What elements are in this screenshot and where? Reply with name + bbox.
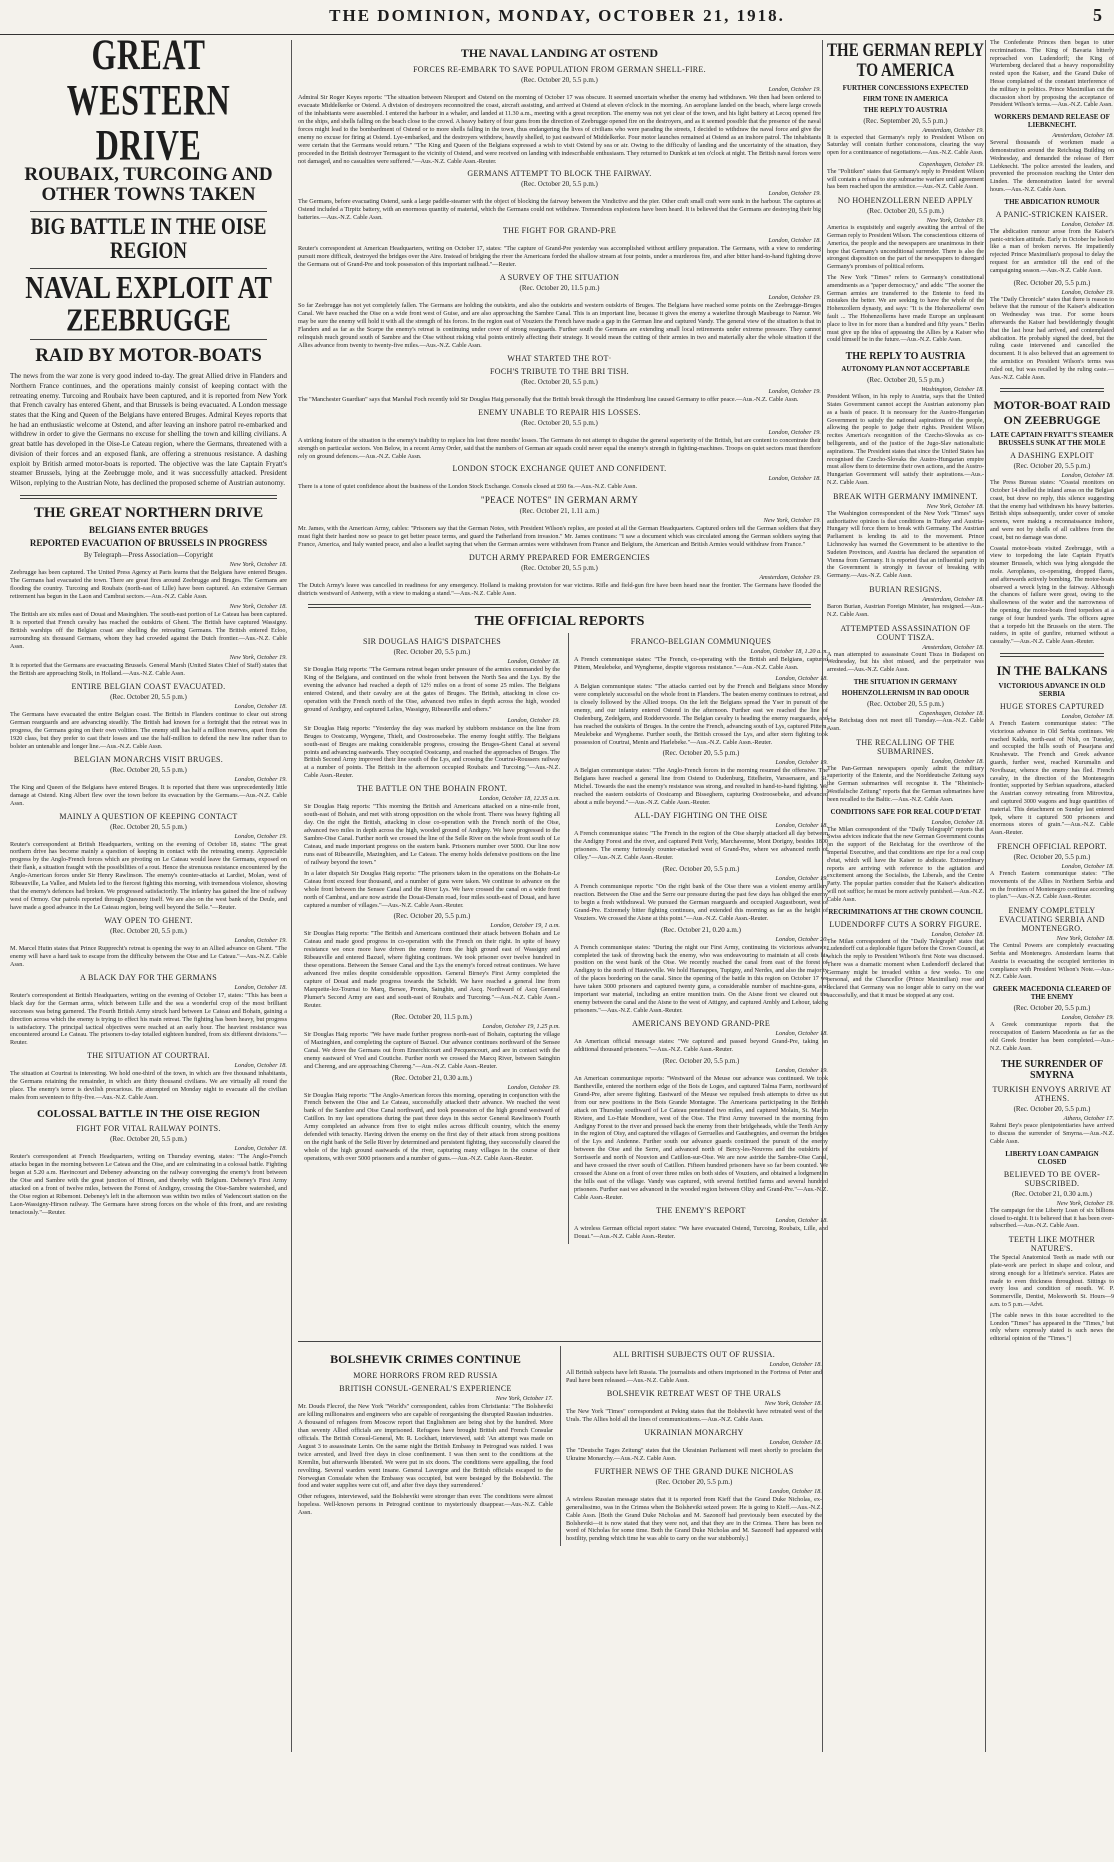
dateline: London, October 19. — [507, 716, 560, 724]
section-subtitle: VICTORIOUS ADVANCE IN OLD SERBIA — [998, 682, 1106, 699]
section-title: FRENCH OFFICIAL REPORT. — [997, 841, 1107, 851]
received-date: (Rec. October 20, 5.5 p.m.) — [393, 648, 471, 657]
received-date: (Rec. October 20, 11.5 p.m.) — [519, 284, 600, 293]
section-title: BOLSHEVIK RETREAT WEST OF THE URALS — [606, 1388, 782, 1398]
article-text: A wireless German official report states: "We have evacuated Ostend, Turcoing, Roubaix, Lille, and Douai."—Aus.-N.Z. Cable Assn.-Reuter. — [574, 1224, 828, 1240]
dateline: London, October 18. — [234, 703, 287, 710]
section-title: BELGIAN MONARCHS VISIT BRUGES. — [73, 754, 224, 764]
dateline: Copenhagen, October 18. — [918, 709, 984, 717]
dateline: London, October 18. — [1061, 220, 1114, 228]
article-text: A man attempted to assassinate Count Tisza in Budapest on Wednesday, but his shot missed, and the perpetrator was arrested.—Aus.-N.Z. Cable Assn. — [827, 651, 984, 674]
article-text: It is reported that the Germans are evacuating Brussels. General Marsh (United States Chief of Staff) states that the British are approaching Stolk, in Holland.—Aus.-N.Z. Cable Assn. — [10, 662, 287, 678]
dateline: Copenhagen, October 19. — [918, 160, 984, 168]
received-date: (Rec. October 20, 5.5 p.m.) — [521, 564, 598, 573]
section-subtitle: SIR DOUGLAS HAIG'S DISPATCHES — [362, 637, 502, 647]
dateline: London, October 18. — [931, 818, 984, 826]
dateline: Amsterdam, October 18. — [1052, 132, 1114, 140]
section-title: THE OFFICIAL REPORTS — [474, 614, 645, 630]
section-title: THE GREAT NORTHERN DRIVE — [33, 504, 264, 521]
advert-title: TEETH LIKE MOTHER NATURE'S. — [1008, 1235, 1096, 1254]
received-date: (Rec. October 20, 5.5 p.m.) — [521, 377, 598, 386]
article-text: The Confederate Princes then began to utter recriminations. The King of Bavaria bitterly reproached von Ludendorff; the King of Wurtemberg declared that a heavy responsibility rested upon the Kaiser, and the Grand Duke of Hesse complained of the constant interference of the military in politics. Prince Maximilian cut the discussion short by proposing the acceptance of President Wilson's terms.—Aus.-N.Z. Cable Assn. — [990, 40, 1114, 109]
section-title: THE BATTLE ON THE BOHAIN FRONT. — [356, 784, 508, 794]
dateline: New York, October 18. — [764, 1399, 822, 1407]
dateline: London, October 18. — [775, 1216, 828, 1224]
section-subtitle: HUGE STORES CAPTURED — [999, 702, 1105, 712]
dateline: New York, October 17. — [495, 1395, 553, 1403]
page-number: 5 — [1093, 5, 1102, 25]
headline-big-battle: BIG BATTLE IN THE OISE REGION — [30, 214, 267, 264]
received-date: (Rec. October 20, 5.5 p.m.) — [867, 207, 944, 216]
article-text: Reuter's correspondent at British Headquarters, writing on the evening of October 17, states: "This has been a black day for the German arms, which between Lille and the sea a wonderful crop of the most brilliant successes was being garnered. The Fourth British Army struck hard between Le Cateau and Bohain, gaining a direction across which the enemy is trying to effect his main retreat. The fighting has been heavy, but progress is satisfactory. The principal tactical objectives were reached at an early hour. The heaviest resistance was encountered around Le Cateau. The prisoners to-day totalled eighteen hundred, from six different divisions."—Reuter. — [10, 991, 287, 1047]
section-title: ENTIRE BELGIAN COAST EVACUATED. — [71, 682, 226, 691]
article-text: The "Manchester Guardian" says that Marshal Foch recently told Sir Douglas Haig personally that the British break through the Hindenburg line caused Germany to offer peace.—Aus.-N.Z. Cable Assn. — [298, 395, 799, 403]
dateline: London, October 19, 1.25 p.m. — [482, 1022, 560, 1030]
dateline: London, October 18. — [931, 930, 984, 938]
article-text: M. Marcel Hutin states that Prince Rupprecht's retreat is opening the way to an Allied advance on Ghent. "The enemy will have a hard task to escape from the difficulty between the Oise and Le Cateau."—Aus.-N.Z. Cable Assn. — [10, 944, 287, 968]
advert-text: The Special Anatomical Teeth as made with our plate-work are perfect in shape and colour, and strong enough for a lifetime's service. Plates are made to even thickness throughout. Sittings to every loss and condition of mouth. W. P. Sommerville, Dentist, Molesworth St. Hours—9 a.m. to 5 p.m.—Advt. — [990, 1255, 1114, 1308]
dateline: London, October 18. — [234, 1062, 287, 1070]
article-text: The Press Bureau states: "Coastal monitors on October 14 shelled the inland areas on the Belgian coast, but drew no reply, this silence suggesting that the enemy had withdrawn his heavy batteries. British ships subsequently, under cover of smoke screens, were making a reconnaissance inshore, and were not by shells of all calibres from the coast, but no damage was done. — [990, 480, 1114, 541]
dateline: London, October 18. — [931, 757, 984, 765]
article-text: The "Daily Chronicle" states that there is reason to believe that the rumour of the Kaiser's abdication on Wednesday was true. For some hours afterwards the Kaiser had bewilderingly thought that the last hour had arrived, and contemplated abdication. He probably signed the deed, but the ruling caste intervened and cancelled the document. It is also believed that an agreement to the armistice on President Wilson's terms was ruled out, but was recalled by the ruling caste.—Aus.-N.Z. Cable Assn. — [990, 296, 1114, 381]
article-text: It is expected that Germany's reply to President Wilson on Saturday will contain further concessions, clearing the way open for a continuance of negotiations.—Aus.-N.Z. Cable Assn. — [827, 134, 984, 157]
section-title: MOTOR-BOAT RAID ON ZEEBRUGGE — [993, 398, 1111, 428]
section-title: UKRAINIAN MONARCHY — [644, 1427, 744, 1437]
dateline: New York, October 19. — [763, 517, 821, 525]
dateline: London, October 19. — [234, 775, 287, 783]
dateline: London, October 19. — [768, 190, 821, 198]
article-text: Mr. James, with the American Army, cables: "Prisoners say that the German Notes, with President Wilson's replies, are posted at all the German Headquarters. Captured orders tell the German soldiers that they must fight their hardest now so peace to get better peace terms, and guard the Fatherland from invasion." Mr. James continues: "I saw a document which was circulated among the German soldiers saying that France, America, and Italy wanted peace, and also a leaflet saying that when the German armies were withdrawn from France and Belgium, the American and British Armies would withdraw from France." — [298, 525, 821, 549]
section-title: "PEACE NOTES" IN GERMAN ARMY — [480, 495, 639, 506]
article-text: A wireless Russian message states that it is reported from Kieff that the Grand Duke Nicholas, ex-generalissimo, was in the Crimea when the Bolsheviki seized power. He is going to Kieff.—Aus.-N.Z. Cable Assn. [Both the Grand Duke Nicholas and M. Sazonoff had previously been executed by the Bolsheviki—it is now stated that they were not, and that they are in the Crimea. There has been no word of Nicholas for some time. Both the Grand Duke Nicholas and M. Sazonoff had appeared with hostility, pending which time he was able to carry on the war stubbornly.] — [566, 1495, 822, 1543]
dateline: Amsterdam, October 18. — [922, 595, 984, 603]
article-text: Zeebrugge has been captured. The United Press Agency at Paris learns that the Belgians have entered Bruges. The Germans had evacuated the town. There are great fires around Zeebrugge and Bruges. The Germans are flooding the country. Turcoing and Roubaix (north-east of Lille) have been captured. An extensive German retirement has begun in the Laon and Cambrai sectors.—Aus.-N.Z. Cable Assn. — [10, 568, 287, 600]
section-title: GERMANS ATTEMPT TO BLOCK THE FAIRWAY. — [467, 169, 652, 179]
article-text: The Dutch Army's leave was cancelled in readiness for any emergency. Holland is making provision for war victims. Rifle and field-gun fire have been heard near the frontier. The Germans have flooded the districts westward of Antwerp, with a view to making a stand."—Aus.-N.Z. Cable Assn. — [298, 582, 821, 598]
section-title: LONDON STOCK EXCHANGE QUIET AND CONFIDENT. — [452, 464, 667, 474]
section-title: THE NAVAL LANDING AT OSTEND — [460, 46, 659, 60]
editorial-note: [The cable news in this issue accredited to the London "Times" has appeared in the "Times," but only where expressly stated is such news the editorial opinion of the "Times."] — [990, 1312, 1114, 1343]
section-title: LIBERTY LOAN CAMPAIGN CLOSED — [1005, 1149, 1099, 1166]
section-title: ALL BRITISH SUBJECTS OUT OF RUSSIA. — [612, 1350, 776, 1360]
dateline: London, October 18. — [769, 1487, 822, 1495]
dateline: London, October 18. — [775, 1030, 828, 1037]
section-title: CONDITIONS SAFE FOR REAL COUP D'ETAT — [830, 807, 981, 816]
section-title: WHAT STARTED THE ROT· — [507, 353, 612, 363]
section-title: FRANCO-BELGIAN COMMUNIQUES — [630, 637, 772, 647]
section-title: ENEMY UNABLE TO REPAIR HIS LOSSES. — [478, 407, 641, 417]
article-text: A French communique states: "The French in the region of the Oise sharply attacked all day between the Andigny Forest and the river, and captured Petit Verly, Marchavenne, Mont Dorigny, besides 1800 prisoners. The enemy furiously counter-attacked west of Grand-Pre, where we advanced north of Olley."—Aus.-N.Z. Cable Assn.-Reuter. — [574, 830, 828, 861]
dateline: London, October 19. — [1061, 288, 1114, 296]
received-date: (Rec. October 20, 5.5 p.m.) — [110, 926, 187, 935]
article-text: So far Zeebrugge has not yet completely fallen. The Germans are holding the outskirts, and also the outskirts and western outskirts of Bruges. The Belgians have reached some points on the Zeebrugge-Bruges Canal. We have reached the Oise on a wide front west of Guise, and are also approaching the Sambre Canal. This is an important line, because it gives the enemy a waterline through Maubeuge to Namur. We may be sure the enemy will hold it with all the strength of his forces. In the region east of Vouziers the French have made a gap in the German line and captured Vandy. The general view of the situation is that in Flanders and as far as the Scarpe the enemy's retreat is continuing under cover of strong rearguards. Further south the Germans are extending small local retirements under extreme pressure. They cannot relinquish much ground south of Sambre and the Oise without risking vital points entirely affecting their strategy. It would mean the cutting of their armies in two and materially alter the whole situation if the Allies advance from twenty to twenty-five miles.—Aus.-N.Z. Cable Assn. — [298, 302, 821, 349]
article-text: Several thousands of workmen made a demonstration around the Reichstag Building on Wednesday, and demanded the release of Herr Liebknecht. The police arrested the leaders, and prevented the procession reaching the Unter den Linden. The demonstration lasted for several hours.—Aus.-N.Z. Cable Assn. — [990, 140, 1114, 193]
dateline: Washington, October 18. — [921, 386, 984, 394]
article-text: The campaign for the Liberty Loan of six billions closed to-night. It is believed that it has been over-subscribed.—Aus.-N.Z. Cable Assn. — [990, 1207, 1114, 1230]
dateline: London, October 20. — [775, 935, 828, 943]
dateline: London, October 18, 1.20 a.m. — [750, 648, 828, 656]
section-title: THE SITUATION AT COURTRAI. — [87, 1051, 210, 1061]
dateline: London, October 19. — [768, 387, 821, 395]
dateline: New York, October 18. — [1056, 935, 1114, 943]
section-title: NO HOHENZOLLERN NEED APPLY — [837, 196, 974, 206]
article-text: A Belgian communique states: "The attacks carried out by the French and Belgians since Monday were completely successful on the whole front in Flanders. The beaten enemy continues to retreat, and is closely followed by the Allied troops. On the left the Belgians spread the Yser in pursuit of the enemy, and our infantry entered Ostend in the afternoon. Further east we reached the line of Oudenburg, Zedelgem, and Roddervoorde. The Belgian cavalry is heading the enemy rearguards, and has reached the outskirts of Bruges. In the centre the French, advancing south of Lys, captured Pittem, Meulebeke and Wyngheme. Further south, the British crossed the Lys, and after stern fighting took possession of Courtrai, Menin and Harlebeke."—Aus.-N.Z. Cable Assn.-Reuter. — [574, 682, 828, 746]
article-text: An American communique reports: "Westward of the Meuse our advance was continued. We took Bantheville, entered the northern edge of the Bois de Loges, and captured Talma Farm, northward of Grand-Pre, after severe fighting. Eastward of the Meuse we repulsed fresh attempts to drive us out from our new positions in the Bois Grande Montagne. The Americans participating in the British attack on Thursday southward of Le Cateau penetrated two miles, and captured Molain, St. Martin Riviere, and Lo-Haie Mondiere, west of the Oise. The First Army traversed in the morning from Andigny Forest to the river and pressed back the enemy from their bridgeheads, while the Tenth Army in the region of Oisy, and captured the villages of Gerruelles and Gauthegnies, and overran the bridges of the Lys and Andenne. Further south our advance guards continued the pursuit of the enemy between the Oise and the Serre, and advanced north of Bercy-les-Nouvres and the outskirts of Sorrisserle and north of Nouvion and Catillon-sur-Oise. We are now astride the Sambre-Oise Canal, and have crossed the river south of Catillon. Fifteen hundred prisoners have so far been counted. We crossed the Aisne on a front of over three miles on both sides of Vouziers, and obtained a lodgment in the hills east of the village. Vandy was captured, with several fortified farms and several hundred prisoners. Further east we advanced in the wooded region between Olizy and Grand-Pre."—Aus.-N.Z. Cable Assn.-Reuter. — [574, 1074, 828, 1201]
dateline: New York, October 19. — [229, 654, 287, 662]
dateline: New York, October 19. — [926, 217, 984, 225]
article-text: A French Eastern communique states: "The movements of the Allies in Northern Serbia and on the frontiers of Montenegro continue according to plan."—Aus.-N.Z. Cable Assn.-Reuter. — [990, 870, 1114, 901]
masthead-title: THE DOMINION, MONDAY, OCTOBER 21, 1918. — [329, 6, 785, 25]
article-text: The British are six miles east of Douai and Masinghien. The south-east portion of Le Cateau has been captured. It is reported that French cavalry has reached the outskirts of Ghent. The British have captured Wassigny. British warships off the Belgian coast are shelling the retreating Germans. The British entered Ecloo, surrounding six thousand Germans, whom they had crowded against the Dutch frontier.—Aus.-N.Z. Cable Assn. — [10, 611, 287, 651]
dateline: New York, October 19. — [1056, 1199, 1114, 1207]
received-date: (Rec. October 20, 5.5 p.m.) — [867, 699, 944, 708]
article-text: The King and Queen of the Belgians have entered Bruges. It is reported that there was unprecedentedly little damage at Ostend. King Albert flew over the town before its evacuation by the Germans.—Aus.-N.Z. Cable Assn. — [10, 783, 287, 807]
section-title: ENEMY COMPLETELY EVACUATING SERBIA AND MONTENEGRO. — [999, 906, 1105, 934]
section-subtitle: FOCH'S TRIBUTE TO THE BRI TISH. — [490, 366, 629, 376]
received-date: (Rec. October 20, 5.5 p.m.) — [867, 376, 944, 385]
article-text: Other refugees, interviewed, said the Bolsheviki were stronger than ever. The conditions were almost hopeless. Well-known persons in Petrograd continue to mysteriously disappear.—Aus.-N.Z. Cable Assn. — [298, 1493, 553, 1517]
received-date: (Rec. October 20, 5.5 p.m.) — [1013, 462, 1091, 471]
article-text: Rahmi Bey's peace plenipotentiaries have arrived to discuss the surrender of Smyrna.—Aus.-N.Z. Cable Assn. — [990, 1123, 1114, 1145]
headline-roubaix: ROUBAIX, TURCOING AND OTHER TOWNS TAKEN — [24, 163, 273, 205]
dateline: London, October 18. — [775, 822, 828, 830]
section-title: THE SITUATION IN GERMANY — [853, 677, 958, 686]
two-column-block — [298, 633, 828, 1333]
received-date: (Rec. October 20, 5.5 p.m.) — [1013, 1105, 1091, 1114]
section-title: DUTCH ARMY PREPARED FOR EMERGENCIES — [468, 553, 651, 563]
headline-german-reply: THE GERMAN REPLY TO AMERICA — [827, 40, 984, 81]
dateline: London, October 19, 1 a.m. — [490, 922, 560, 930]
section-title: COLOSSAL BATTLE IN THE OISE REGION — [36, 1108, 261, 1121]
section-subtitle: A PANIC-STRICKEN KAISER. — [995, 209, 1109, 219]
article-text: Reuter's correspondent at French Headquarters, writing on Thursday evening, states: "The Anglo-French attacks began in the morning between Le Cateau and the Oise, and are culminating in a colossal battle. Fighting began at 5.20 a.m. Havincourt and Debeney advancing on the railway converging the enemy's front between the Oise and Sambre with the great junction of Hirson, and thereby with Belgium. Debeney's First Army attacked on a front of twelve miles, between the Forest of Andigny, crossing the Oise-Sambre watershed, and the Oise region at Ribemont. Debeney's left in the afternoon was within two miles of Vadencourt station on the Laon-Wassigny-Hirson railway. The Germans have strong forces on the whole of this front, and are resisting tenaciously."—Reuter. — [10, 1153, 287, 1216]
received-date: (Rec. October 21, 0.30 a.m.) — [1012, 1189, 1092, 1198]
section-title: WORKERS DEMAND RELEASE OF LIEBKNECHT. — [994, 113, 1110, 130]
article-text: Sir Douglas Haig reports: "The Anglo-American forces this morning, operating in conjunction with the French between the Oise and Le Cateau, successfully attacked their advance. We reached the west bank of the Sambre and Oise Canal northward, and took possession of the high ground westward of Catillon. In my last operations during the past three days in this sector General Rawlinson's Fourth Army completed an advance from five to eight miles across difficult country, which the enemy defended with tenacity. Having driven the enemy on the first day of their attack from strong positions on the right bank of the Selle River by determined and persistent fighting, they successfully cleared the whole of the high ground eastwards of the river, capturing many villages in the course of their operations, with over 5000 prisoners and a number of guns.—Aus.-N.Z. Cable Assn.-Reuter. — [304, 1091, 560, 1162]
article-text: The Central Powers are completely evacuating Serbia and Montenegro. Amsterdam learns that Austria is evacuating the occupied territories in compliance with President Wilson's Note.—Aus.-N.Z. Cable Assn. — [990, 943, 1114, 981]
dateline: London, October 18, 12.35 a.m. — [479, 795, 560, 803]
dateline: London, October 18. — [1061, 472, 1114, 480]
received-date: (Rec. October 20, 5.5 p.m.) — [521, 180, 598, 189]
received-date: (Rec. October 20, 5.5 p.m.) — [393, 912, 471, 921]
section-title: BOLSHEVIK CRIMES CONTINUE — [330, 1352, 521, 1367]
dateline: Athens, October 17. — [1063, 1115, 1114, 1123]
dateline: London, October 19. — [775, 874, 828, 882]
received-date: (Rec. October 20, 5.5 p.m.) — [1013, 278, 1091, 287]
dateline: London, October 18. — [1061, 713, 1114, 721]
article-text: An American official message states: "We captured and passed beyond Grand-Pre, taking an additional thousand prisoners."—Aus.-N.Z. Cable Assn.-Reuter. — [574, 1038, 828, 1053]
received-date: (Rec. October 20, 5.5 p.m.) — [662, 864, 740, 873]
headline-further-concessions: FURTHER CONCESSIONS EXPECTED — [842, 83, 969, 92]
section-title: A BLACK DAY FOR THE GERMANS — [80, 972, 217, 982]
headline-naval-exploit: NAVAL EXPLOIT AT ZEEBRUGGE — [25, 269, 272, 338]
article-text: The "Deutsche Tages Zeitung" states that the Ukrainian Parliament will meet shortly to proclaim the Ukraine Monarchy.—Aus.-N.Z. Cable Assn. — [566, 1446, 822, 1462]
section-title: THE ABDICATION RUMOUR — [1004, 197, 1100, 206]
dateline: London, October 19. — [768, 294, 821, 302]
article-text: Admiral Sir Roger Keyes reports: "The situation between Nieuport and Ostend on the morning of October 17 was obscure. It seemed uncertain whether the enemy had withdrawn. We then had been ordered to evacuate Middelkerke or Ostend. A division of destroyers reconnoitred the coast, aircraft assisting, and arrived at Ostend at eleven o'clock in the morning. An aeroplane landed on the beach, where large crowds of the inhabitants were assembled. I entered the harbour in a whaler, and landed at 11.30 a.m., meeting with a great reception. The enemy was not yet clear of the town, and his light battery at Lecoq opened fire on the ships, and shells falling on the beach close to the crowd. A heavy battery of four guns from the direction of Zeebrugge opened fire on the destroyers, and as it seemed possible that the presence of the naval forces might lead to the bombardment of Ostend or to more shells falling in the town, thus endangering the lives of civilians who were parading the streets, I decided to withdraw the naval force and give the enemy no excuse for firing at Ostend. Lye-embarked, and the destroyers withdrew, heavily shelled, to just eastward of Middelkerke. Four motor launches remained at Ostend as an inshore patrol. The inhabitants were certain that the Germans would return." "The King and Queen of the Belgians expressed a wish to visit Ostend by sea or air. Owing to the difficulty of landing and the uncertainty of the situation, they proceeded in the British destroyer Termagant to the vicinity of Ostend, and were received on landing with indescribable enthusiasm. They returned to Dunkirk at ten o'clock at night. The British naval forces were not damaged, and no casualties were suffered."—Aus.-N.Z. Cable Assn.-Reuter. — [298, 94, 821, 165]
column-2 — [291, 40, 828, 1752]
headline-raid-by-motor-boats: RAID BY MOTOR-BOATS — [35, 345, 262, 367]
subcolumn-left — [304, 633, 560, 1166]
dateline: London, October 18. — [234, 983, 287, 991]
article-text: Baron Burian, Austrian Foreign Minister, has resigned.—Aus.-N.Z. Cable Assn. — [827, 603, 984, 618]
column-4 — [985, 40, 1114, 1752]
section-title: ALL-DAY FIGHTING ON THE OISE — [634, 811, 768, 821]
article-text: The Milan correspondent of the "Daily Telegraph" states that Ludendorff cut a deplorable figure before the Crown Council, at which the reply to President Wilson's first Note was discussed. There was a dramatic moment when Ludendorff declared that Germany might be invaded within a few weeks. To one personal, and the Chancellor (Prince Maximilian) rose and declared that Germany was no longer able to carry on the war successfully, and that it must be stopped at any cost. — [827, 938, 984, 1000]
section-title: THE SURRENDER OF SMYRNA — [1000, 1059, 1104, 1082]
dateline: London, October 19. — [768, 428, 821, 436]
section-title: ATTEMPTED ASSASSINATION OF COUNT TISZA. — [840, 623, 971, 642]
dateline: London, October 18. — [775, 674, 828, 682]
received-date: (Rec. October 20, 5.5 p.m.) — [110, 693, 187, 701]
section-title: BREAK WITH GERMANY IMMINENT. — [833, 491, 978, 501]
article-text: The situation at Courtrai is interesting. We hold one-third of the town, in which are five thousand inhabitants, the Germans retaining the remainder, in which are thirty thousand civilians. We are virtually all round the place. The enemy's terror is devilish precarious. He attempted on Monday night to evacuate all the civilian males from seventeen to fifty-five.—Aus.-N.Z. Cable Assn. — [10, 1070, 287, 1102]
received-date: (Rec. October 20, 5.5 p.m.) — [521, 418, 598, 427]
dateline: London, October 18. — [768, 475, 821, 483]
column-3 — [822, 40, 984, 1752]
section-subtitle: HOHENZOLLERNISM IN BAD ODOUR — [841, 688, 970, 697]
section-title: IN THE BALKANS — [996, 663, 1108, 679]
article-text: Reuter's correspondent at British Headquarters, writing on the evening of October 18, states: "The great northern drive has become mainly a question of keeping in contact with the retreating enemy. Appreciable progress by the Anglo-French forces which are pivoting on Le Cateau would leave the Germans, exposed on their flank, a situation fraught with the possibilities of a rout. Hence the strenuous resistance encountered by the Anglo-American forces under Sir Henry Rawlinson. The enemy's counter-attacks at Lardiei, Molan, west of Ribeauville, La Vallee, and Mulets led to the fiercest fighting this morning, with tremendous violence, showing that the enemy's defences had broken. We progressed satisfactorily. The infantry has gained the line of railway west of Ormoy. Our patrols reported through Quesnoy itself. We are also on the west bank of the Deule, and have made a good advance in the Le Cateau region, being well beyond the Selle."—Reuter. — [10, 840, 287, 911]
headline-great-western-drive: GREAT WESTERN DRIVE — [66, 29, 231, 169]
article-text: The Germans, before evacuating Ostend, sank a large paddle-steamer with the object of blocking the fairway between the Vindictive and the pier. Other craft small craft were sunk in the harbour. The captures at Ostend included a Tirpitz battery, with an enormous quantity of material, which the Germans could not withdraw. Tremendous explosions have been heard. It is believed that the Germans are destroying their big batteries.—Aus.-N.Z. Cable Assn. — [298, 198, 821, 222]
received-date: (Rec. October 20, 5.5 p.m.) — [110, 822, 187, 831]
received-date: (Rec. October 20, 5.5 p.m.) — [110, 1135, 187, 1144]
section-subtitle: A DASHING EXPLOIT — [1010, 451, 1094, 461]
dateline: London, October 18. — [1061, 862, 1114, 870]
subcolumn-left — [298, 1346, 553, 1520]
section-subtitle: FORCES RE-EMBARK TO SAVE POPULATION FROM GERMAN SHELL-FIRE. — [413, 65, 706, 74]
article-text: Sir Douglas Haig reports: "The Germans retreat began under pressure of the armies commanded by the King of the Belgians, and continued on the whole front between the North Sea and the Lys. By the evening the advance had reached a depth of 12½ miles on a front of some 25 miles. The Belgians entered Ostend, and their cavalry are at the gates of Bruges. The British, attacking in close co-operation with the French north of the Oise, advanced two miles in depth across the high, wooded ground of Andigny, and captured Lelies, Wassigny, Ribeauville and others." — [304, 666, 560, 713]
article-text: A French communique states: "During the night our First Army, continuing its victorious advance, completed the task of throwing back the enemy, who was endeavouring to maintain at all costs his position on the west bank of the Oise. We recently reached the canal from east of the forest of Andigny to the north of Hautevville. We hold Hannappes, Tupigny, and Nerdes, and also the majority of the places bordering on the canal. Since the opening of the battle in this region on October 17 we have taken 3000 prisoners and captured twenty guns, a considerable number of machine-guns, and important war material, including an entire munition train. On the Aisne front we cleared out the enemy between the canal and the Aisne to the west of Attigny, and captured Ambly and Lehour, taking prisoners."—Aus.-N.Z. Cable Assn.-Reuter. — [574, 943, 828, 1015]
article-text: The New York "Times" refers to Germany's constitutional amendments as a "paper democracy," and adds: "The sooner the German armies are transferred to the Entente to feed its mistakes the better. We are seeking to have the whole of the Hohenzollern dynasty, and says: "It is the Hohenzollerns' own fault ... The Hohenzollerns have made Europe an unpleasant place to live in for more than a hundred and fifty years." Berlin must give up the idea of appeasing the Allies by a Kaiser who could himself be in the future.—Aus.-N.Z. Cable Assn. — [827, 275, 984, 344]
article-text: A French communique states: "The French, co-operating with the British and Belgians, captured Pittem, Meulebeke, and Wyngheme, despite vigorous resistance."—Aus.-N.Z. Cable Assn. — [574, 656, 828, 671]
article-text: A Belgian communique states: "The Anglo-French forces in the morning resumed the offensive. The Belgians have reached a general line from Ostend to Oudenburg, Ettelheim, Varssenaere, and St. Michel. Towards the east the enemy's resistance was strong, and resulted in hand-to-hand fighting. We reached the eastern outskirts of Oostcamp and Bisseghem, capturing Oostroosebeke, and advanced about a mile beyond."—Aus.-N.Z. Cable Assn.-Reuter. — [574, 767, 828, 807]
article-text: Mr. Douds Flecrof, the New York "World's" correspondent, cables from Christiania: "The Bolsheviki are killing millionaires and engineers who are capable of reorganising the disrupted Russian industries. A thousand of refugees from Moscow report that Englishmen are being shot by the hundred. More than seventy Allied officials are imprisoned. Refugees have brought British and French Consular officials. The British Consul-General, Mr. R. Lockhart, interviewed, said: 'An attempt was made on August 3 to assassinate Lenin. On the same night the British Embassy in Petrograd was raided. I was twice arrested, and lived five days in close confinement. I was then sent to the conditions at the Kremlin, but afterwards liberated. We were put in six doors. The conditions were appalling, the food revolting. Several warders went insane. General Lavergne and the British officials escaped to the Norwegian Consulate when the Embassy was occupied, but were besieged by the Bolsheviki. The food and water supplies were cut off, and after five days they surrendered.' — [298, 1403, 553, 1490]
article-text: A French communique reports: "On the right bank of the Oise there was a violent enemy artillery reaction. Between the Oise and the Serre our pressure during the past few days has obliged the enemy to begin a fresh withdrawal. We pursued the German rearguards and occupied Augustbourt, west of Grand-Pre. Extremely bitter fighting continues, and extended this morning as far as the height of Vouziers. We crossed the Aisne at this point."—Aus.-N.Z. Cable Assn.-Reuter. — [574, 882, 828, 922]
received-date: (Rec. October 20, 5.5 p.m.) — [521, 76, 598, 84]
article-text: A striking feature of the situation is the enemy's inability to replace his lost three months' losses. The Germans do not attempt to disguise the general superiority of the British, but are content to concentrate their strength on particular sectors. Von Below, in a recent Army Order, said that the numbers of German air squads could never equal the enemy's strength in fighting-machines. Troops on quiet sectors must therefore rely on ground defences.—Aus.-N.Z. Cable Assn. — [298, 436, 821, 460]
dateline: London, October 19. — [775, 1066, 828, 1074]
byline: By Telegraph—Press Association—Copyright — [83, 550, 214, 559]
received-date: (Rec. October 20, 5.5 p.m.) — [662, 749, 740, 758]
section-title: MAINLY A QUESTION OF KEEPING CONTACT — [59, 811, 238, 821]
article-text: The "Politiken" states that Germany's reply to President Wilson will contain a refusal to stop submarine warfare until agreement has been reached upon the armistice.—Aus.-N.Z. Cable Assn. — [827, 168, 984, 191]
dateline: London, October 19. — [234, 832, 287, 840]
section-title: THE REPLY TO AUSTRIA — [845, 351, 966, 363]
section-subtitle: FIGHT FOR VITAL RAILWAY POINTS. — [76, 1124, 221, 1134]
article-text: Reuter's correspondent at American Headquarters, writing on October 17, states: "The capture of Grand-Pre yesterday was accomplished without artillery preparation. The Germans, with a view to rendering pursuit more difficult, destroyed the bridges over the Aire. Instead of bridging the river the Americans forded the shallow stream at four points, under a murderous fire, and after bitter hand-to-hand fighting drove the Germans out of Grand-Pre and took possession of this important railhead."—Reuter. — [298, 245, 821, 269]
section-subtitle: BELIEVED TO BE OVER-SUBSCRIBED. — [1003, 1169, 1101, 1188]
section-title: THE FIGHT FOR GRAND-PRE — [502, 226, 617, 236]
column-1 — [10, 29, 287, 1752]
article-text: In a later dispatch Sir Douglas Haig reports: "The prisoners taken in the operations on the Bohain-Le Cateau front exceed four thousand, and a number of guns were taken. We continue to advance on the whole front between the Sensee Canal and the River Lys. We have crossed the canal on a wide front north of Cambrai, and are now astride the Douai-Denain road, four miles south-east of Douai, and have captured a number of villages."—Aus.-N.Z. Cable Assn.-Reuter. — [304, 869, 560, 909]
dateline: Amsterdam, October 19. — [922, 126, 984, 134]
received-date: (Rec. October 20, 5.5 p.m.) — [655, 1477, 733, 1486]
subcolumn-right — [568, 633, 828, 1244]
section-subtitle: MORE HORRORS FROM RED RUSSIA — [353, 1371, 498, 1381]
received-date: (Rec. October 21, 0.20 a.m.) — [661, 925, 741, 934]
article-text: President Wilson, in his reply to Austria, says that the United States Government cannot accept the Austrian autonomy plan as a basis of peace. It is necessary for the Austro-Hungarian Government to satisfy the national aspirations of the people, allowing the people to judge their rights. President Wilson recites America's recognition of the Czecho-Slovaks as co-belligerents, and of the justice of the Jugo-Slav nationalistic aspirations. The President states that since the United States has recognised the Czecho-Slovaks the Austro-Hungarian empire must allow them to determine their own actions, and the Austro-Hungarian Government will satisfy their aspirations.—Aus.-N.Z. Cable Assn. — [827, 394, 984, 486]
dateline: London, October 18. — [507, 658, 560, 666]
section-subtitle: LUDENDORFF CUTS A SORRY FIGURE. — [829, 919, 982, 929]
section-title: WAY OPEN TO GHENT. — [104, 915, 193, 925]
dateline: New York, October 18. — [926, 502, 984, 510]
intro-summary: The news from the war zone is very good indeed to-day. The great Allied drive in Flanders and Northern France continues, and the operations mainly consist of keeping contact with the retreating enemy. Turcoing and Roubaix have been captured, and it is reported from New York that French cavalry has entered Ghent, and that Brussels is being evacuated. A London message states that the King and Queen of the Belgians have entered Bruges. Admiral Keyes reports that he had an enthusiastic welcome at Ostend, and after leaving an inshore patrol re-embarked and withdrew in order to give the Germans no excuse for shelling the town and killing civilians. A great battle has developed in the Oise-Le Cateau region, where the Germans, threatened with a division of their forces and an exposed flank, are offering a strenuous resistance. A dashing exploit by British armed motor-boats is reported. The objective was the late Captain Fryatt's steamer Brussels, lying at the Zeebrugge mole, and it was successfully attacked. President Wilson, replying to the Austrian Note, has declined the proposed scheme of Austrian autonomy. — [10, 372, 287, 487]
dateline: London, October 19. — [768, 86, 821, 93]
section-subtitle: BELGIANS ENTER BRUGES — [88, 524, 209, 535]
dateline: New York, October 18. — [229, 560, 287, 568]
section-title: BURIAN RESIGNS. — [869, 584, 942, 594]
article-text: The Germans have evacuated the entire Belgian coast. The British in Flanders continue to clear out strong German rearguards and are advancing steadily. The British had known for a fortnight that the retreat was in progress, the Germans going on their own volition. The enemy still has half a million reserves, apart from the 1920 class, but they prefer to cast their losses and use the half-million to defend the new line rather than to bolster an untenable and longer line.—Aus.-N.Z. Cable Assn. — [10, 711, 287, 750]
received-date: (Rec. October 20, 5.5 p.m.) — [1013, 1004, 1091, 1013]
article-text: Coastal motor-boats visited Zeebrugge, with a view to torpedoing the late Captain Fryatt's steamer Brussels, which was lying alongside the mole. Aeroplanes, co-operating, dropped flares, and afterwards actively bombing. The motor-boats observed a wreck lying in the fairway. Although the chances of failure were great, owing to the shallowness of the water and the narrowness of the opening, the motor-boats fired torpedoes at a range of four hundred yards. The officers agree that a torpedo hit the Brussels on the stern. The raiders, in spite of gunfire, returned without a casualty."—Aus.-N.Z. Cable Assn.-Reuter. — [990, 545, 1114, 646]
section-title: RECRIMINATIONS AT THE CROWN COUNCIL — [828, 907, 983, 916]
received-date: (Rec. October 20, 11.5 p.m.) — [391, 1012, 473, 1021]
subcolumn-right — [560, 1346, 822, 1546]
article-text: A Greek communique reports that the reoccupation of Eastern Macedonia as far as the old Greek frontier has been completed.—Aus.-N.Z. Cable Assn. — [990, 1022, 1114, 1052]
section-title: FURTHER NEWS OF THE GRAND DUKE NICHOLAS — [594, 1466, 794, 1476]
section-subtitle: TURKISH ENVOYS ARRIVE AT ATHENS. — [992, 1085, 1112, 1104]
article-text: Sir Douglas Haig reports: "The British and Americans continued their attack between Bohain and Le Cateau and made good progress in co-operation with the French on their right. In spite of heavy resistance we once more have driven the enemy from the high ground east of Wassigny and Ribeauville and entered Bazuel, where fighting continues. We took prisoner over twelve hundred in these operations. Between the Sensee Canal and the Lys the enemy's forced retreat continues. We have advanced five miles despite considerable opposition. General Birney's First Army completed the capture of Douai and made progress towards the Scheldt. We have reached a general line from Marquette-lez-Tournai to Marq, Bersee, Pronin, Sainghin, and Ascq. Northward of Ascq General Plumer's Second Army are east and south-east of Roubaix and Turcoing."—Aus.-N.Z. Cable Assn.-Reuter. — [304, 930, 560, 1009]
article-text: Sir Douglas Haig reports: "Yesterday the day was marked by stubborn resistance on the line from Bruges to Oostcamp, Wyngene, Thielt, and Oostroosebeke. The enemy fought stiffly. The Belgians south-east of Bruges are making considerable progress, crossing the Bruges-Ghent Canal at several points and advancing eastwards. They occupied Oostcamp, and reached the approaches of Bruges. The British Second Army improved their line south of the Lys, and crossing the Courtrai-Roussers railway at a number of points. The British in the afternoon occupied Roubaix and Turcoing."—Aus.-N.Z. Cable Assn.-Reuter. — [304, 724, 560, 780]
received-date: (Rec. October 20, 5.5 p.m.) — [662, 1056, 740, 1065]
article-text: There is a tone of quiet confidence about the business of the London Stock Exchange. Consols closed at £60 6s.—Aus.-N.Z. Cable Assn. — [298, 483, 638, 491]
headline-firm-tone: FIRM TONE IN AMERICA — [862, 94, 949, 103]
article-text: The Reichstag does not meet till Tuesday.—Aus.-N.Z. Cable Assn. — [827, 717, 984, 732]
section-title: GREEK MACEDONIA CLEARED OF THE ENEMY — [992, 985, 1112, 1002]
article-text: America is exquisitely and eagerly awaiting the arrival of the German reply to President Wilson. The conscientious citizens of America, the people and the newspapers are unanimous in their hope that Germany's unconditional surrender. There is also the strongest disposition on the part of the newspapers to disregard Germany's promises of political reform. — [827, 225, 984, 271]
section-title: THE ENEMY'S REPORT — [656, 1205, 746, 1215]
dateline: London, October 19. — [507, 1083, 560, 1091]
section-title: THE RECALLING OF THE SUBMARINES. — [856, 737, 955, 756]
dateline: London, October 18. — [234, 1145, 287, 1153]
dateline: London, October 18. — [769, 1438, 822, 1446]
section-title: A SURVEY OF THE SITUATION — [499, 273, 620, 283]
dateline: Amsterdam, October 19. — [759, 574, 821, 582]
dateline: London, October 19. — [775, 759, 828, 767]
article-text: The Washington correspondent of the New York "Times" says authoritative opinion is that conditions in Turkey and Austria-Hungary will force them to break with Germany. The Austrian Parliament is lending its aid to the movement. Prince Lichnowsky has warned the Government to be attentive to the Sudeten Provinces, and Austria has declared the separation of Vienna from Germany. It is reported that an influential party in the Government is strongly in favour of breaking with Germany.—Aus.-N.Z. Cable Assn. — [827, 510, 984, 580]
dateline: New York, October 18. — [229, 603, 287, 611]
article-text: The New York "Times" correspondent at Peking states that the Bolsheviki have retreated west of the Urals. The Allies hold all the lines of communications.—Aus.-N.Z. Cable Assn. — [566, 1407, 822, 1423]
article-text: The Milan correspondent of the "Daily Telegraph" reports that Swiss advices indicate that the new German Government counts on the support of the Reichstag for the overthrow of the Imperial Executive, and that conditions are ripe for a real coup d'etat, which will have the Kaiser to abdicate. Extraordinary reports are arriving with reference to the agitation and excitement among the Socialists, the Liberals, and the Centre Party. The popular parties consider that the Kaiser's abdication will not suffice; he must be more actively punished.—Aus.-N.Z. Cable Assn. — [827, 826, 984, 903]
dateline: London, October 19. — [234, 936, 287, 944]
dateline: London, October 18. — [768, 237, 821, 245]
section-subtitle: BRITISH CONSUL-GENERAL'S EXPERIENCE — [339, 1384, 512, 1394]
article-text: Sir Douglas Haig reports: "This morning the British and Americans attacked on a nine-mile front, south-east of Bohain, and met with strong opposition on the whole front. There was heavy fighting all day. On the right the British, attacking in close co-operation with the French north of the Oise, advanced two miles in depth across the high, wooded ground of Andigny. We have progressed to the Sambre-Oise Canal. Further north we crossed the line of the Selle River on the whole front south of Le Cateau, and made important progress on the eastern bank. Prisoners number over 5000. Our line now runs east of Ribeauville, Mazinghien, and Le Cateau. The enemy holds defensive positions on the line of railway beyond the town." — [304, 803, 560, 866]
received-date: (Rec. October 21, 0.30 a.m.) — [392, 1073, 472, 1082]
bolshevik-block — [298, 1341, 821, 1862]
section-subtitle: AUTONOMY PLAN NOT ACCEPTABLE — [841, 365, 970, 374]
section-title: AMERICANS BEYOND GRAND-PRE — [631, 1019, 771, 1028]
article-text: The abdication rumour arose from the Kaiser's panic-stricken attitude. Early in October he looked like a man of broken nerves. He impatiently rejected Prince Maximilian's proposal to delay the request for an armistice till the end of the campaigning season.—Aus.-N.Z. Cable Assn. — [990, 228, 1114, 274]
headline-reply-austria: THE REPLY TO AUSTRIA — [863, 105, 948, 114]
dateline: London, October 18. — [769, 1361, 822, 1369]
dateline: London, October 19. — [1061, 1014, 1114, 1022]
section-subtitle: LATE CAPTAIN FRYATT'S STEAMER BRUSSELS SUNK AT THE MOLE — [990, 431, 1114, 448]
article-text: The Pan-German newspapers openly admit the military superiority of the Entente, and the Norddeutsche Zeitung says the German submarines will recognise it. The "Rheinisch-Westfalische Zeitung" reports that the German submarines have been recalled to the Baltic.—Aus.-N.Z. Cable Assn. — [827, 765, 984, 803]
received-date: (Rec. October 21, 1.11 a.m.) — [519, 507, 600, 516]
article-text: A French Eastern communique states: "The victorious advance in Old Serbia continues. We reached Kalda, north-east of Nish, on Tuesday, and occupied the hills south of Pasarjana and Krushevatz. The French and Greek advance guards, further west, reached Kurumalin and Novibazar, whence the enemy has fled. French cavalry, in the direction of the Montenegrin frontier, supported by Serbian squadrons, attacked the Austrian convoy retreating from Mitrovitza, and captured 3000 wagons and huge quantities of material. This detachment on Sunday last entered Ipek, where it captured 500 prisoners and enormous stores of grain."—Aus.-N.Z. Cable Assn.-Reuter. — [990, 721, 1114, 837]
received-date: (Rec. October 20, 5.5 p.m.) — [110, 765, 187, 774]
dateline: Amsterdam, October 18. — [922, 643, 984, 651]
received-date: (Rec. September 20, 5.5 p.m.) — [863, 116, 948, 125]
article-text: Sir Douglas Haig reports: "We have made further progress north-east of Bohain, capturing the village of Mazinghien, and completing the capture of Bazuel. Our advance continues northward of the Sensee Canal. We drove the Germans out from Emerchicourt and Pecquencourt, and are in contact with the enemy eastward of Vred and Coutiche. Further north we crossed the Marcq River, between Sainghin and Chereng, and are approaching Chereng."—Aus.-N.Z. Cable Assn.-Reuter. — [304, 1030, 560, 1070]
received-date: (Rec. October 20, 5.5 p.m.) — [1013, 852, 1091, 861]
section-subtitle: REPORTED EVACUATION OF BRUSSELS IN PROGRESS — [29, 537, 268, 548]
article-text: All British subjects have left Russia. The journalists and others imprisoned in the Fortress of Peter and Paul have been released.—Aus.-N.Z. Cable Assn. — [566, 1369, 822, 1384]
